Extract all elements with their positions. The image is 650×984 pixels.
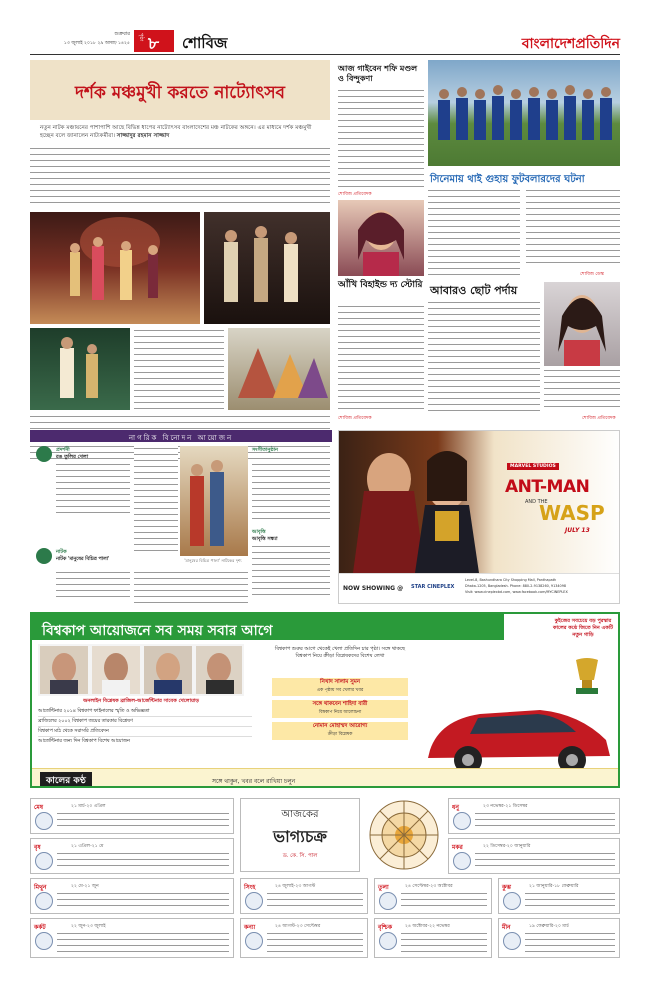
agenda-text-5 — [134, 570, 248, 606]
actress2-figure — [544, 282, 620, 366]
actress2-body — [428, 300, 540, 412]
worldcup-line-1: আর্জেন্টিনার ২০১৪ বিশ্বকাপ ফাইনালের স্মৃতি ও অভিজ্ঞতা — [38, 707, 252, 717]
sign-text — [267, 891, 363, 909]
lead-byline: সাজ্জাদুর রহমান সাজ্জাদ — [116, 133, 170, 139]
page-label: পৃষ্ঠা — [138, 33, 144, 42]
sagittarius-icon — [453, 812, 471, 830]
agenda-item-3 — [252, 446, 330, 524]
actress2-body-2 — [544, 368, 620, 412]
sign-text — [525, 891, 615, 909]
agenda-header-bar — [30, 430, 332, 442]
horoscope-title-top: আজকের — [281, 809, 319, 820]
lead-photo-group — [228, 328, 330, 410]
lead-body-text — [30, 146, 330, 208]
horoscope-section — [30, 798, 620, 962]
agenda-text-center — [134, 446, 178, 556]
leo-icon — [245, 892, 263, 910]
now-showing: NOW SHOWING @ — [343, 585, 404, 592]
cinema-address-3: Visit: www.cineplexbd.com, www.facebook.com/MYCINEPLEX — [465, 590, 568, 594]
football-headline: সিনেমায় থাই গুহায় ফুটবলারদের ঘটনা — [430, 174, 585, 185]
horoscope-sign-leo — [240, 878, 368, 914]
actress2-credit: শোবিজ প্রতিবেদক — [582, 416, 616, 421]
paper-logo: বাংলাদেশপ্রতিদিন — [521, 36, 620, 52]
sign-range: ২২ ডিসেম্বর-২০ জানুয়ারি — [483, 844, 531, 849]
aries-icon — [35, 812, 53, 830]
worldcup-mid-intro: বিশ্বকাপ শুরুর আগে থেকেই খেলা প্রতিদিন চার পৃষ্ঠা। সঙ্গে থাকছে বিশ্বকাপ নিয়ে ক্রীড়া বিশ্লেষকদের বিশেষ লেখা — [274, 646, 406, 659]
agenda-header: নাগরিক বিনোদন আয়োজন — [128, 434, 234, 442]
performers-figures — [204, 212, 330, 324]
sign-text — [57, 851, 229, 869]
worldcup-footer — [32, 768, 620, 788]
sign-range: ২৪ সেপ্টেম্বর-২৩ অক্টোবর — [405, 884, 453, 889]
lead-intro — [40, 124, 320, 140]
sign-name: মীন — [502, 924, 511, 931]
worldcup-name-2-sub: বিশ্বকাপ নিয়ে আলোচনা — [318, 710, 362, 715]
sign-text — [267, 931, 363, 953]
sign-text — [57, 891, 229, 909]
agenda-text-3 — [252, 456, 330, 520]
actress1-figure — [338, 200, 424, 276]
horoscope-sign-taurus — [30, 838, 234, 874]
sign-name: কুম্ভ — [502, 884, 511, 891]
worldcup-promo: কুইজের সবচেয়ে বড় পুরস্কার কালের কণ্ঠে জিতে নিন একটি নতুন গাড়ি — [553, 618, 613, 638]
cinema-address-2: Dhaka-1205, Bangladesh. Phone: 880-2-9138260, 9134098 — [465, 584, 567, 588]
football-credit: শোবিজ ডেস্ক — [580, 272, 604, 277]
movie-ad — [338, 430, 620, 604]
movie-release: JULY 13 — [565, 527, 590, 534]
worldcup-line-4: আর্জেন্টিনার জন্য দিন বিশ্বকাপ বিশেষ আয়োজন — [38, 739, 130, 744]
agenda-icon-1 — [36, 446, 52, 462]
horoscope-sign-libra — [374, 878, 492, 914]
agenda-title-4: আবৃত্তি সন্ধ্যা — [252, 536, 278, 542]
worldcup-slogan: সঙ্গে থাকুন, খবর বলে রাখিয়া চলুন — [212, 778, 296, 785]
green-stage-figures — [30, 328, 130, 410]
horoscope-sign-capricorn — [448, 838, 620, 874]
lead-photo-stage — [30, 212, 200, 324]
worldcup-face-photos — [38, 644, 244, 696]
football-team-figures — [428, 60, 620, 166]
worldcup-name-1 — [272, 678, 408, 696]
horoscope-author: ড. কে. সি. পাল — [282, 853, 318, 859]
agenda-item-1 — [36, 446, 130, 518]
agenda-label-4: আবৃত্তি — [252, 529, 266, 535]
actress1-headline: আঁখি বিহাইন্ড দ্য স্টোরি — [338, 280, 423, 290]
worldcup-headline: বিশ্বকাপ আয়োজনে সব সময় সবার আগে — [42, 623, 273, 639]
lead-photo-green — [30, 328, 130, 410]
agenda-text-2 — [56, 570, 130, 602]
sign-range: ২১ জানুয়ারি-১৮ ফেব্রুয়ারি — [529, 884, 579, 889]
actress1-credit: শোবিজ প্রতিবেদক — [338, 416, 372, 421]
worldcup-name-3 — [272, 722, 408, 740]
sign-text — [401, 891, 487, 909]
sign-name: মিথুন — [34, 884, 47, 891]
date-weekday: শুক্রবার — [114, 31, 130, 37]
page-number-box — [134, 30, 174, 52]
agenda-title-1: রঙ তুলির খেলা — [56, 454, 89, 460]
group-figures — [228, 328, 330, 410]
sign-range: ১৯ ফেব্রুয়ারি-২০ মার্চ — [529, 924, 569, 929]
worldcup-name-2 — [272, 700, 408, 718]
sign-text — [57, 811, 229, 829]
car-image — [420, 680, 616, 780]
football-photo — [428, 60, 620, 166]
horoscope-sign-aries — [30, 798, 234, 834]
actress1-photo — [338, 200, 424, 276]
football-body-left — [428, 188, 520, 278]
horoscope-sign-scorpio — [374, 918, 492, 958]
sign-text — [525, 931, 615, 953]
agenda-item-2 — [36, 548, 130, 606]
sign-range: ২১ এপ্রিল-২১ মে — [71, 844, 104, 849]
movie-title-and: AND THE — [525, 499, 548, 505]
agenda-photo-figures — [180, 446, 248, 556]
sign-name: বৃষ — [34, 844, 41, 851]
agenda-photo-caption: 'মানুষের বিচিত্র পালা' নাটকের দৃশ্য — [184, 558, 242, 563]
aquarius-icon — [503, 892, 521, 910]
libra-icon — [379, 892, 397, 910]
singer-headline: আজ গাইবেন শফি মণ্ডল ও বিন্দুকণা — [338, 64, 418, 83]
agenda-text-1 — [56, 462, 130, 514]
sign-text — [475, 851, 615, 869]
lead-photo-performers — [204, 212, 330, 324]
gemini-icon — [35, 892, 53, 910]
lead-headline-box — [30, 60, 330, 120]
kaler-kantho-logo: কালের কণ্ঠ — [40, 772, 92, 788]
sign-range: ২১ মার্চ-২০ এপ্রিল — [71, 804, 106, 809]
singer-credit: শোবিজ প্রতিবেদক — [338, 192, 372, 197]
sign-range: ২৪ জুলাই-২৩ আগস্ট — [275, 884, 316, 889]
agenda-photo — [180, 446, 248, 556]
sign-name: মেষ — [34, 804, 44, 811]
horoscope-sign-cancer — [30, 918, 234, 958]
section-title: শোবিজ — [182, 34, 228, 52]
movie-brand: MARVEL STUDIOS — [507, 463, 559, 470]
masthead-rule — [30, 54, 620, 55]
horoscope-sign-aquarius — [498, 878, 620, 914]
singer-story — [338, 60, 424, 200]
horoscope-sign-virgo — [240, 918, 368, 958]
sign-name: কন্যা — [244, 924, 256, 931]
cancer-icon — [35, 932, 53, 950]
date-sub: ১৩ জুলাই ২০১৮ ২৯ আষাঢ় ১৪২৫ — [63, 41, 130, 46]
movie-ad-footer — [339, 573, 620, 604]
movie-title-a: ANT-MAN — [505, 477, 590, 497]
horoscope-sign-sagittarius — [448, 798, 620, 834]
sign-name: ধনু — [452, 804, 459, 811]
capricorn-icon — [453, 852, 471, 870]
masthead — [30, 30, 620, 56]
sign-name: তুলা — [378, 884, 389, 891]
worldcup-lines — [38, 707, 252, 746]
worldcup-name-2-title: সঙ্গে থাকবেন শাহিদা বারী — [312, 701, 368, 707]
lead-body-text-2 — [134, 328, 224, 410]
pisces-icon — [503, 932, 521, 950]
football-body-right — [526, 188, 620, 268]
sign-range: ২৪ অক্টোবর-২২ নভেম্বর — [405, 924, 450, 929]
lead-headline: দর্শক মঞ্চমুখী করতে নাট্যোৎসব — [74, 83, 286, 103]
sign-name: সিংহ — [244, 884, 256, 891]
stage-figures — [30, 212, 200, 324]
agenda-label-1: প্রদর্শনী — [56, 447, 70, 453]
sign-text — [57, 931, 229, 953]
agenda-text-4 — [252, 544, 330, 600]
sign-text — [401, 931, 487, 953]
movie-ad-art — [339, 431, 620, 573]
page-number: ৮ — [148, 34, 160, 54]
movie-title-b: WASP — [539, 501, 605, 525]
agenda-title-2: নাটক 'মানুষের বিচিত্র পালা' — [56, 557, 110, 562]
sign-name: মকর — [452, 844, 463, 851]
worldcup-name-3-sub: ক্রীড়া বিশ্লেষক — [327, 732, 353, 737]
virgo-icon — [245, 932, 263, 950]
sign-name: কর্কট — [34, 924, 46, 931]
worldcup-line-2: ব্রাজিলের ২০০২ বিশ্বকাপ জয়ের তারকার বিশ্লেষণ — [38, 717, 252, 727]
worldcup-caption-1: অনলাইন বিশ্লেষক ব্রাজিল-আর্জেন্টিনার সাবেক খেলোয়াড় — [83, 698, 199, 704]
worldcup-name-3-title: নোমান মোহাম্মদ আরোগ্য — [312, 723, 368, 729]
worldcup-line-3: বিশ্বকাপ মাঠ থেকে সরাসরি প্রতিবেদন — [38, 727, 252, 737]
agenda-label-2: নাটক — [56, 549, 67, 555]
worldcup-name-1-title: নিখাদ সালাম সুমন — [320, 679, 360, 685]
worldcup-name-1-sub: এক পৃষ্ঠায় সব খেলার খবর — [316, 688, 364, 693]
sign-text — [475, 811, 615, 829]
horoscope-title-box — [240, 798, 360, 872]
worldcup-ad — [30, 612, 620, 788]
agenda-label-3: সংগীতানুষ্ঠান — [252, 447, 279, 453]
horoscope-title-main: ভাগ্যচক্র — [273, 827, 327, 846]
sign-range: ২২ মে-২১ জুন — [71, 884, 99, 889]
cinema-address-1: Level-8, Bashundhara City Shopping Mall, Panthapath — [465, 578, 557, 582]
singer-body — [338, 88, 424, 188]
zodiac-wheel-icon — [366, 798, 442, 872]
date-line — [30, 31, 130, 39]
worldcup-headline-bar — [32, 614, 504, 640]
actress1-body — [338, 304, 424, 412]
agenda-icon-2 — [36, 548, 52, 564]
cinema-logo: STAR CINEPLEX — [411, 584, 455, 590]
lead-story — [30, 60, 330, 480]
sign-range: ২৪ আগস্ট-২৩ সেপ্টেম্বর — [275, 924, 321, 929]
horoscope-sign-pisces — [498, 918, 620, 958]
actress2-photo — [544, 282, 620, 366]
sign-name: বৃশ্চিক — [378, 924, 393, 931]
taurus-icon — [35, 852, 53, 870]
horoscope-sign-gemini — [30, 878, 234, 914]
lead-intro-text: নতুন নাটক মঞ্চায়নের পাশাপাশি আছে বিভিন্ন ধাপের নাট্যোৎসব বাংলাদেশের মঞ্চ নাটকের অঙ্গনে। এর মাধ্যমে দর্শক মঞ্চমুখী হচ্ছেন বলে জানালেন নাট্যকর্মীরা। — [40, 125, 312, 139]
scorpio-icon — [379, 932, 397, 950]
agenda-item-4 — [252, 528, 330, 604]
movie-characters — [339, 431, 489, 573]
sign-range: ২২ জুন-২৩ জুলাই — [71, 924, 106, 929]
worldcup-faces — [38, 644, 244, 696]
actress2-headline: আবারও ছোট পর্দায় — [430, 284, 518, 297]
agenda-section — [30, 430, 332, 610]
sign-range: ২৩ নভেম্বর-২১ ডিসেম্বর — [483, 804, 528, 809]
